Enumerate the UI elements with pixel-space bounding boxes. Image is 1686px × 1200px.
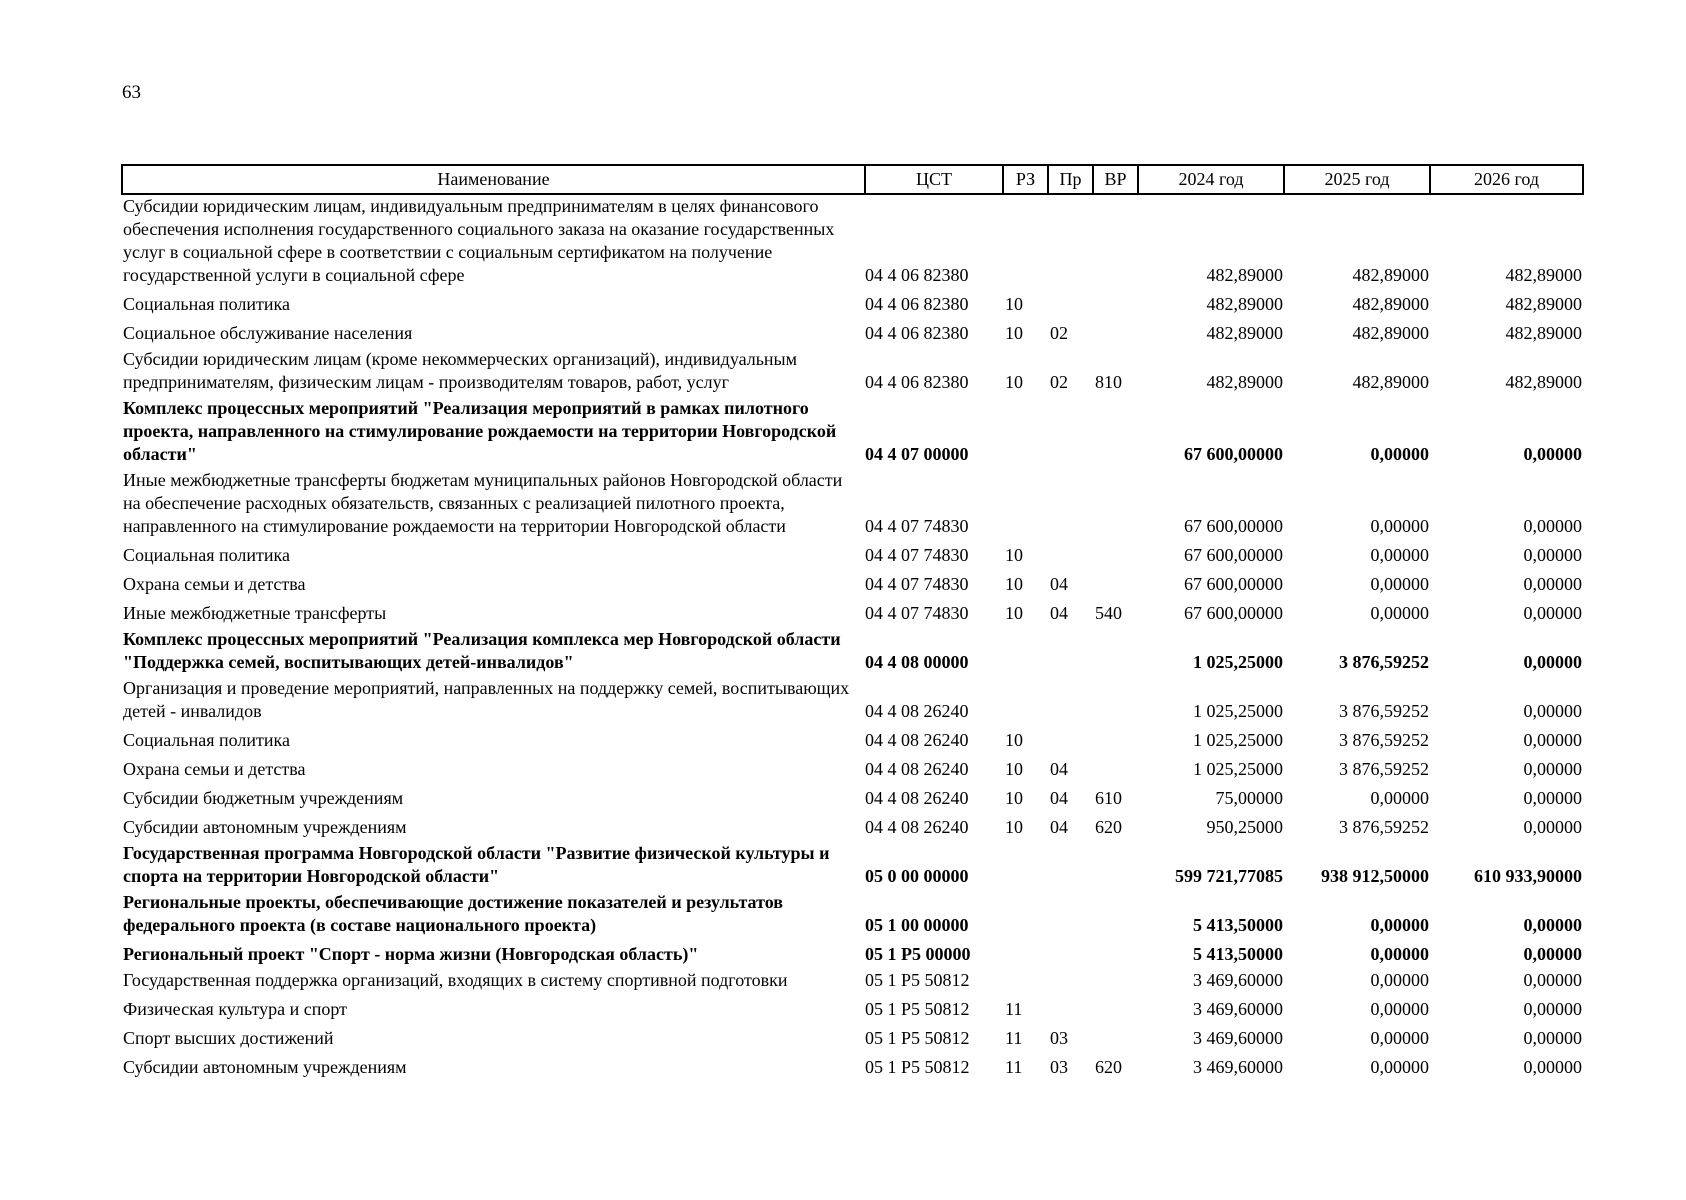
row-2025: 3 876,59252 (1339, 701, 1429, 721)
row-2024: 1 025,25000 (1193, 759, 1283, 779)
row-2025: 0,00000 (1370, 970, 1429, 990)
row-2026: 0,00000 (1523, 944, 1582, 964)
row-2025: 482,89000 (1352, 294, 1429, 314)
row-vr (1093, 755, 1138, 784)
row-pr: 04 (1050, 574, 1068, 594)
row-rz: 11 (1005, 1028, 1023, 1048)
table-row (122, 969, 1583, 995)
row-cst: 04 4 07 74830 (865, 545, 969, 565)
row-pr: 04 (1050, 788, 1068, 808)
row-cst: 05 1 Р5 00000 (865, 944, 971, 964)
row-pr (1048, 628, 1093, 677)
row-2026: 0,00000 (1523, 652, 1582, 672)
row-cst: 04 4 08 00000 (865, 652, 969, 672)
budget-table (121, 164, 1584, 1082)
row-2024: 67 600,00000 (1184, 574, 1283, 594)
row-vr (1093, 891, 1138, 940)
row-2026: 0,00000 (1523, 970, 1582, 990)
row-2026: 482,89000 (1505, 265, 1582, 285)
table-row (122, 348, 1583, 397)
row-name: Субсидии автономным учреждениям (123, 817, 407, 837)
row-2025: 0,00000 (1370, 603, 1429, 623)
row-2025: 3 876,59252 (1339, 652, 1429, 672)
header-2025: 2025 год (1284, 165, 1430, 194)
row-2024: 3 469,60000 (1193, 999, 1283, 1019)
row-cst: 05 0 00 00000 (865, 866, 969, 886)
table-row (122, 290, 1583, 319)
row-2025: 938 912,50000 (1321, 866, 1429, 886)
table-row (122, 1024, 1583, 1053)
row-vr (1093, 290, 1138, 319)
row-2025: 0,00000 (1370, 444, 1429, 464)
row-vr: 610 (1095, 788, 1122, 808)
row-2024: 67 600,00000 (1184, 545, 1283, 565)
row-vr (1093, 469, 1138, 541)
row-pr: 04 (1050, 817, 1068, 837)
row-vr (1093, 969, 1138, 995)
table-row (122, 319, 1583, 348)
table-row (122, 541, 1583, 570)
row-pr (1048, 194, 1093, 290)
row-pr (1048, 842, 1093, 891)
row-2024: 1 025,25000 (1193, 730, 1283, 750)
table-row (122, 755, 1583, 784)
table-row (122, 726, 1583, 755)
row-2026: 482,89000 (1505, 372, 1582, 392)
row-cst: 04 4 07 00000 (865, 444, 969, 464)
row-2026: 0,00000 (1523, 915, 1582, 935)
row-rz: 11 (1005, 1057, 1023, 1077)
row-cst: 05 1 Р5 50812 (865, 1057, 970, 1077)
row-2026: 0,00000 (1523, 444, 1582, 464)
row-name: Государственная программа Новгородской области "Развитие физической культуры и спорта на территории Новгородской области" (123, 843, 830, 886)
row-rz: 10 (1005, 788, 1023, 808)
row-pr (1048, 969, 1093, 995)
header-rz: РЗ (1003, 165, 1048, 194)
table-row (122, 891, 1583, 940)
row-2026: 482,89000 (1505, 323, 1582, 343)
row-cst: 04 4 07 74830 (865, 574, 969, 594)
table-header-row (122, 165, 1583, 194)
row-rz: 10 (1005, 603, 1023, 623)
row-pr (1048, 541, 1093, 570)
header-vr: ВР (1093, 165, 1138, 194)
row-name: Субсидии автономным учреждениям (123, 1057, 407, 1077)
row-2026: 0,00000 (1523, 574, 1582, 594)
row-2026: 610 933,90000 (1474, 866, 1582, 886)
row-2025: 0,00000 (1370, 1057, 1429, 1077)
row-2025: 3 876,59252 (1339, 817, 1429, 837)
row-name: Субсидии юридическим лицам, индивидуальным предпринимателям в целях финансового обеспечения исполнения государственного социального заказа на оказание государственных услуг в социальной сфере в соответствии с социальным сертификатом на получение государственной услуги в социальной сфере (123, 196, 835, 285)
row-rz: 10 (1005, 545, 1023, 565)
row-pr: 04 (1050, 759, 1068, 779)
row-rz (1003, 891, 1048, 940)
row-rz (1003, 842, 1048, 891)
row-rz: 10 (1005, 759, 1023, 779)
row-vr (1093, 541, 1138, 570)
row-2024: 482,89000 (1206, 265, 1283, 285)
row-2025: 482,89000 (1352, 265, 1429, 285)
row-name: Региональный проект "Спорт - норма жизни (Новгородская область)" (123, 944, 699, 964)
row-pr (1048, 995, 1093, 1024)
table-row (122, 1053, 1583, 1082)
row-2024: 1 025,25000 (1193, 652, 1283, 672)
row-name: Охрана семьи и детства (123, 759, 306, 779)
row-2024: 3 469,60000 (1193, 1057, 1283, 1077)
row-name: Организация и проведение мероприятий, направленных на поддержку семей, воспитывающих детей - инвалидов (123, 678, 850, 721)
row-vr (1093, 570, 1138, 599)
row-rz (1003, 677, 1048, 726)
row-2026: 0,00000 (1523, 545, 1582, 565)
row-name: Охрана семьи и детства (123, 574, 306, 594)
header-2024: 2024 год (1138, 165, 1284, 194)
row-cst: 04 4 06 82380 (865, 294, 969, 314)
row-cst: 04 4 06 82380 (865, 372, 969, 392)
row-2026: 0,00000 (1523, 999, 1582, 1019)
row-2025: 3 876,59252 (1339, 730, 1429, 750)
row-2025: 0,00000 (1370, 944, 1429, 964)
row-2024: 5 413,50000 (1193, 915, 1283, 935)
row-cst: 04 4 08 26240 (865, 730, 969, 750)
row-2024: 482,89000 (1206, 372, 1283, 392)
row-2024: 3 469,60000 (1193, 1028, 1283, 1048)
row-name: Социальная политика (123, 294, 290, 314)
header-pr: Пр (1048, 165, 1093, 194)
row-vr (1093, 319, 1138, 348)
row-vr: 540 (1095, 603, 1122, 623)
row-2026: 0,00000 (1523, 759, 1582, 779)
row-vr (1093, 940, 1138, 969)
row-pr (1048, 726, 1093, 755)
table-row (122, 813, 1583, 842)
row-cst: 05 1 00 00000 (865, 915, 969, 935)
row-name: Физическая культура и спорт (123, 999, 348, 1019)
row-2024: 3 469,60000 (1193, 970, 1283, 990)
row-2025: 0,00000 (1370, 1028, 1429, 1048)
row-vr: 620 (1095, 1057, 1122, 1077)
row-name: Социальное обслуживание населения (123, 323, 413, 343)
table-row (122, 784, 1583, 813)
row-2025: 3 876,59252 (1339, 759, 1429, 779)
row-2026: 0,00000 (1523, 817, 1582, 837)
header-name: Наименование (122, 165, 865, 194)
row-cst: 04 4 06 82380 (865, 323, 969, 343)
row-cst: 04 4 08 26240 (865, 788, 969, 808)
row-2026: 0,00000 (1523, 701, 1582, 721)
row-name: Комплекс процессных мероприятий "Реализация комплекса мер Новгородской области "Поддержка семей, воспитывающих детей-инвалидов" (123, 629, 841, 672)
row-pr (1048, 290, 1093, 319)
row-2026: 0,00000 (1523, 1057, 1582, 1077)
row-cst: 05 1 Р5 50812 (865, 999, 970, 1019)
row-2026: 0,00000 (1523, 516, 1582, 536)
row-cst: 04 4 08 26240 (865, 701, 969, 721)
row-2026: 0,00000 (1523, 1028, 1582, 1048)
row-pr: 02 (1050, 372, 1068, 392)
header-2026: 2026 год (1430, 165, 1583, 194)
row-pr: 03 (1050, 1028, 1068, 1048)
table-row (122, 995, 1583, 1024)
row-2025: 0,00000 (1370, 915, 1429, 935)
row-2024: 75,00000 (1215, 788, 1283, 808)
row-2026: 0,00000 (1523, 603, 1582, 623)
row-2024: 67 600,00000 (1184, 603, 1283, 623)
row-vr (1093, 726, 1138, 755)
row-name: Государственная поддержка организаций, входящих в систему спортивной подготовки (123, 970, 788, 990)
row-rz (1003, 969, 1048, 995)
row-pr (1048, 940, 1093, 969)
row-vr (1093, 1024, 1138, 1053)
row-rz: 10 (1005, 574, 1023, 594)
row-2025: 0,00000 (1370, 516, 1429, 536)
row-pr (1048, 677, 1093, 726)
row-cst: 04 4 08 26240 (865, 759, 969, 779)
row-cst: 04 4 07 74830 (865, 603, 969, 623)
row-vr (1093, 995, 1138, 1024)
row-vr: 810 (1095, 372, 1122, 392)
row-name: Субсидии юридическим лицам (кроме некоммерческих организаций), индивидуальным предпринимателям, физическим лицам - производителям товаров, работ, услуг (123, 349, 798, 392)
row-name: Иные межбюджетные трансферты бюджетам муниципальных районов Новгородской области на обеспечение расходных обязательств, связанных с реализацией пилотного проекта, направленного на стимулирование рождаемости на территории Новгородской области (123, 470, 843, 536)
row-cst: 04 4 07 74830 (865, 516, 969, 536)
row-2025: 0,00000 (1370, 999, 1429, 1019)
table-row (122, 570, 1583, 599)
row-name: Социальная политика (123, 730, 290, 750)
table-row (122, 397, 1583, 469)
row-rz (1003, 469, 1048, 541)
row-pr: 04 (1050, 603, 1068, 623)
row-cst: 04 4 08 26240 (865, 817, 969, 837)
row-vr: 620 (1095, 817, 1122, 837)
row-cst: 04 4 06 82380 (865, 265, 969, 285)
header-cst: ЦСТ (865, 165, 1003, 194)
row-2024: 599 721,77085 (1175, 866, 1283, 886)
row-2025: 482,89000 (1352, 323, 1429, 343)
row-vr (1093, 628, 1138, 677)
row-cst: 05 1 Р5 50812 (865, 970, 970, 990)
row-rz: 10 (1005, 372, 1023, 392)
row-2025: 0,00000 (1370, 545, 1429, 565)
row-rz (1003, 397, 1048, 469)
table-row (122, 194, 1583, 290)
row-2024: 67 600,00000 (1184, 444, 1283, 464)
row-rz: 10 (1005, 730, 1023, 750)
row-name: Социальная политика (123, 545, 290, 565)
row-rz (1003, 628, 1048, 677)
table-row (122, 469, 1583, 541)
table-row (122, 940, 1583, 969)
row-vr (1093, 842, 1138, 891)
row-2025: 0,00000 (1370, 574, 1429, 594)
row-2024: 482,89000 (1206, 323, 1283, 343)
row-2025: 0,00000 (1370, 788, 1429, 808)
row-rz (1003, 194, 1048, 290)
row-pr: 03 (1050, 1057, 1068, 1077)
row-rz (1003, 940, 1048, 969)
row-2024: 950,25000 (1206, 817, 1283, 837)
row-name: Комплекс процессных мероприятий "Реализация мероприятий в рамках пилотного проекта, направленного на стимулирование рождаемости на территории Новгородской области" (123, 398, 837, 464)
row-2024: 67 600,00000 (1184, 516, 1283, 536)
row-rz: 10 (1005, 294, 1023, 314)
table-row (122, 842, 1583, 891)
table-row (122, 599, 1583, 628)
page-number: 63 (122, 82, 141, 103)
row-pr (1048, 469, 1093, 541)
row-2026: 0,00000 (1523, 788, 1582, 808)
row-pr (1048, 397, 1093, 469)
table-row (122, 628, 1583, 677)
table-row (122, 677, 1583, 726)
row-vr (1093, 677, 1138, 726)
row-pr (1048, 891, 1093, 940)
row-name: Спорт высших достижений (123, 1028, 334, 1048)
row-vr (1093, 194, 1138, 290)
row-rz: 10 (1005, 817, 1023, 837)
row-vr (1093, 397, 1138, 469)
row-rz: 10 (1005, 323, 1023, 343)
row-cst: 05 1 Р5 50812 (865, 1028, 970, 1048)
row-2026: 482,89000 (1505, 294, 1582, 314)
row-name: Региональные проекты, обеспечивающие достижение показателей и результатов федерального проекта (в составе национального проекта) (123, 892, 783, 935)
row-name: Иные межбюджетные трансферты (123, 603, 387, 623)
row-2024: 1 025,25000 (1193, 701, 1283, 721)
row-2024: 5 413,50000 (1193, 944, 1283, 964)
row-2026: 0,00000 (1523, 730, 1582, 750)
row-2024: 482,89000 (1206, 294, 1283, 314)
row-name: Субсидии бюджетным учреждениям (123, 788, 404, 808)
row-rz: 11 (1005, 999, 1023, 1019)
row-2025: 482,89000 (1352, 372, 1429, 392)
row-pr: 02 (1050, 323, 1068, 343)
